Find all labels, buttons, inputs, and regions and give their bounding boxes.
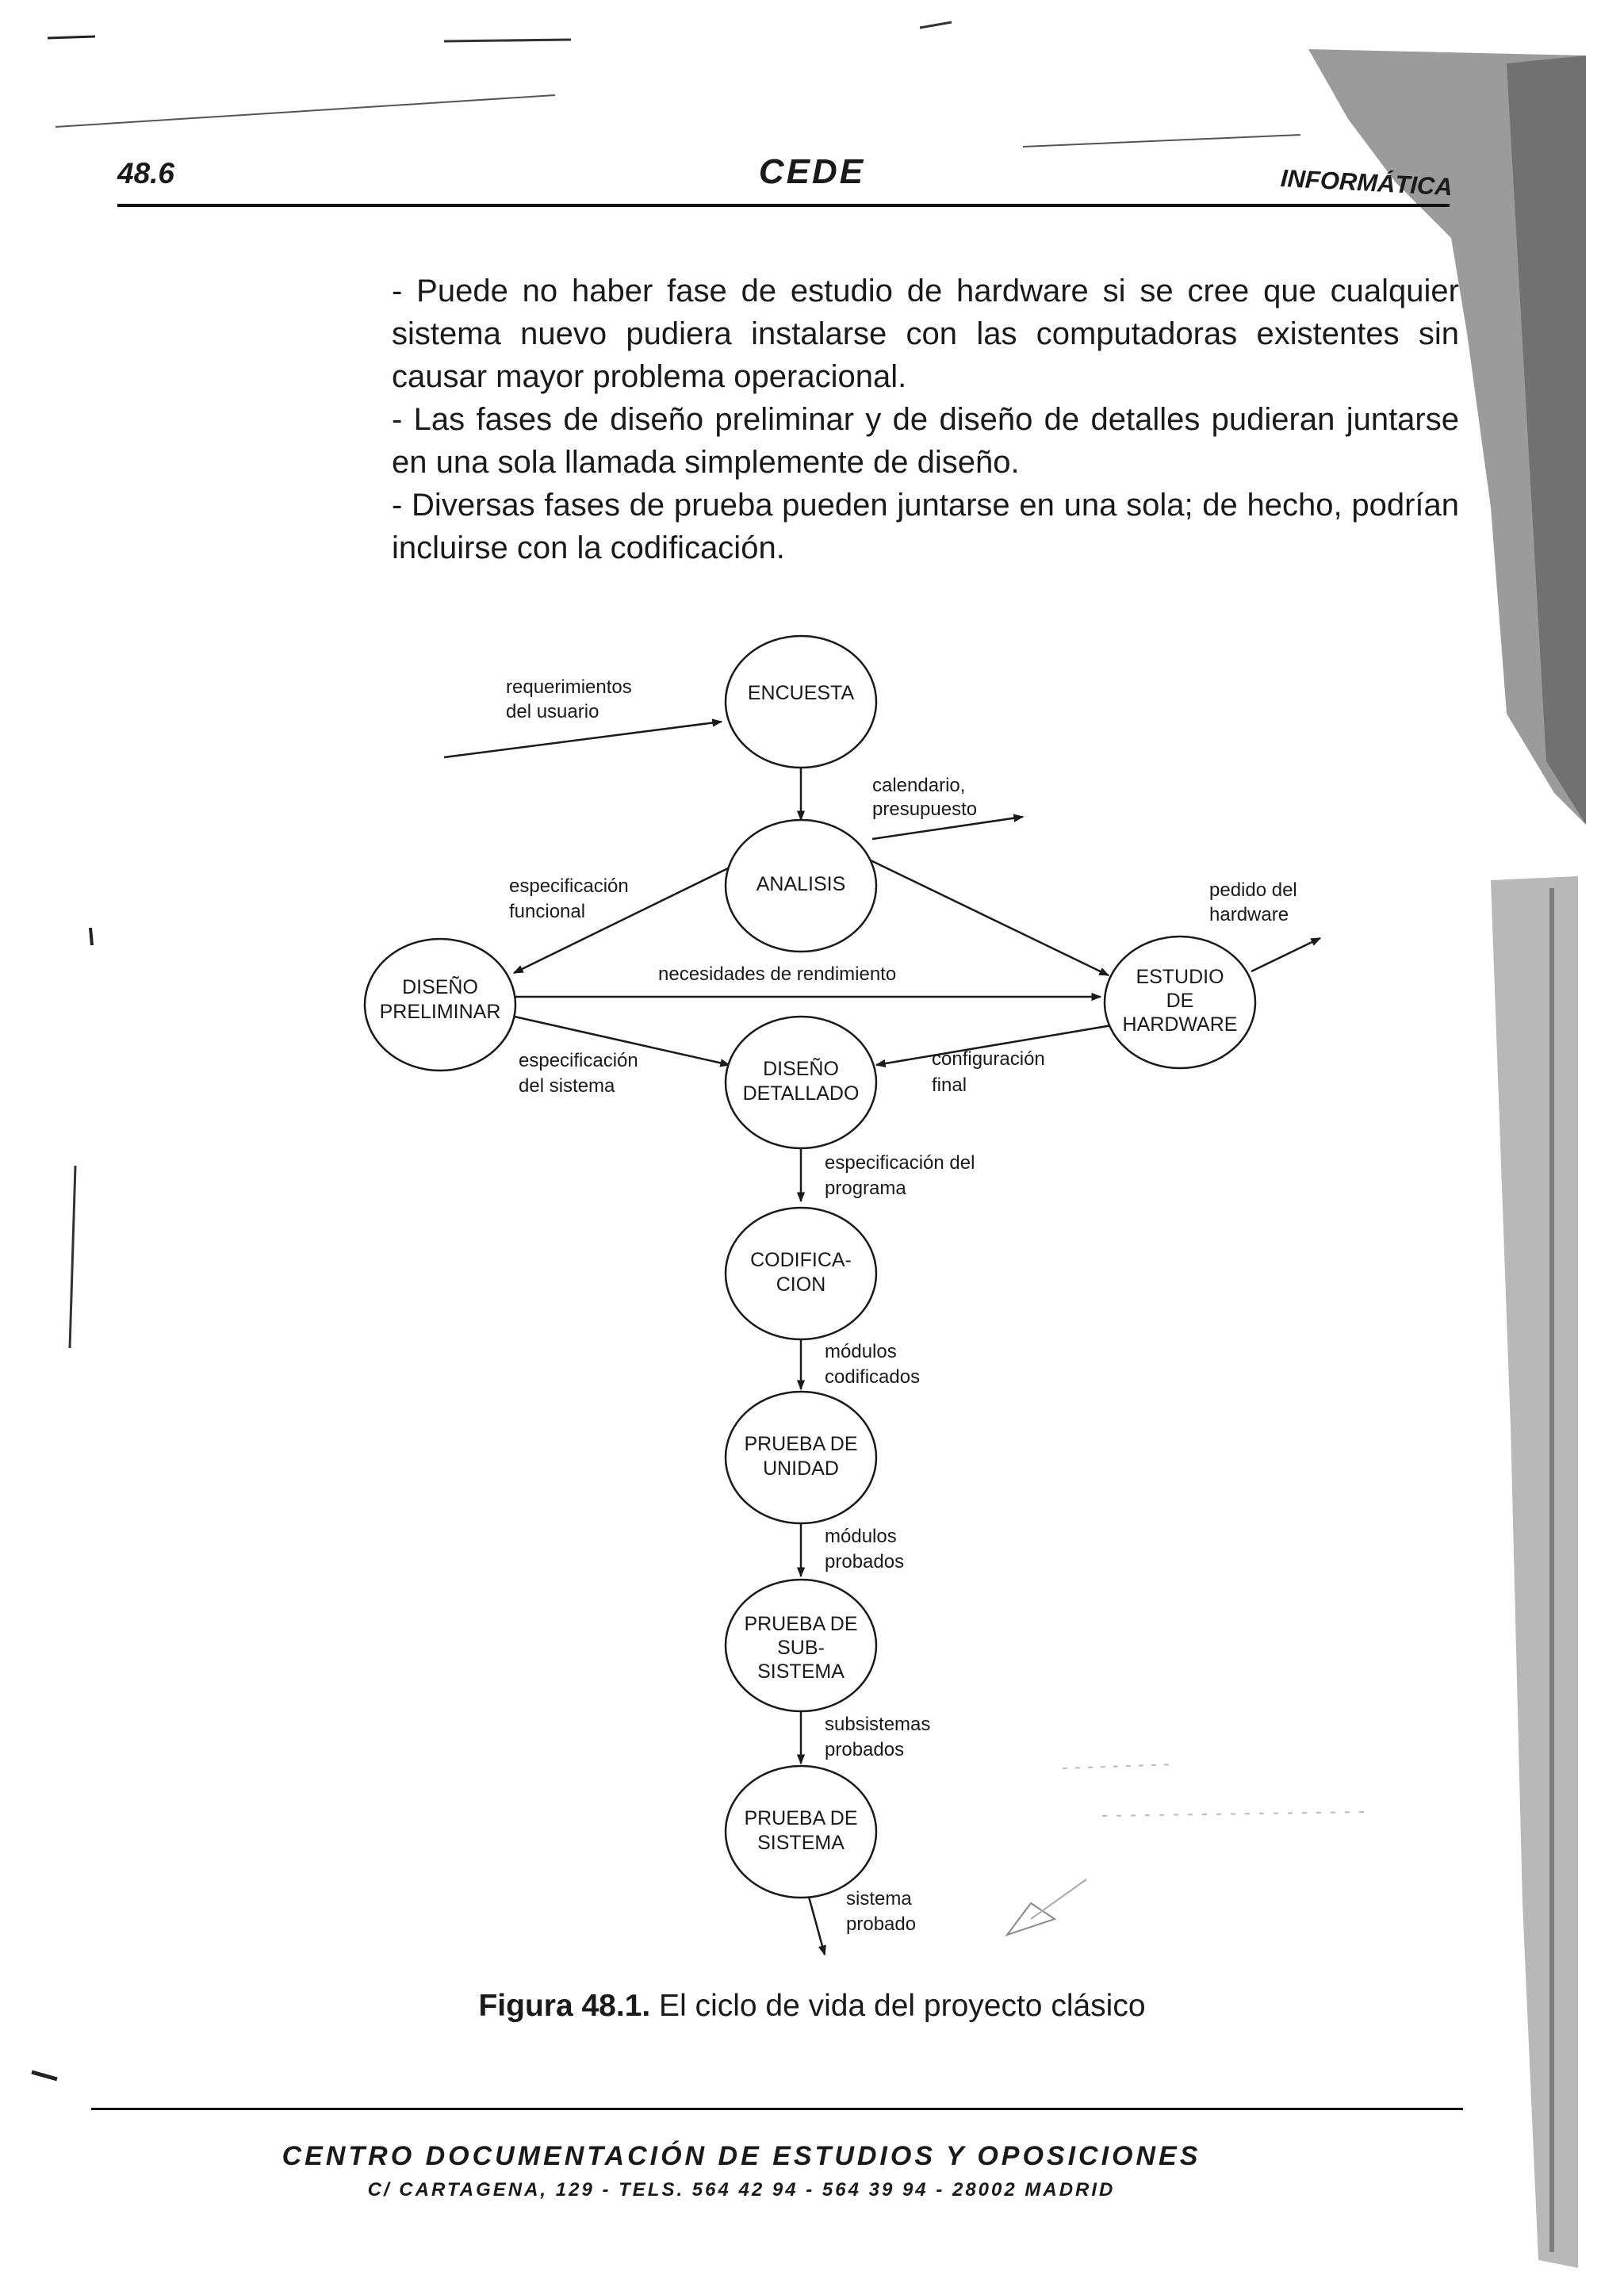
edge-label: presupuesto xyxy=(872,799,978,820)
paragraph: - Diversas fases de prueba pueden juntarse en una sola; de hecho, podrían incluirse con la codificación. xyxy=(392,488,1459,565)
node-label: PRELIMINAR xyxy=(379,1001,501,1023)
edge-label: subsistemas xyxy=(825,1714,931,1735)
footer-rule xyxy=(91,2108,1463,2110)
edge-label: especificación xyxy=(509,875,629,897)
flow-requerimientos xyxy=(444,722,722,757)
flow-analisis-hardware xyxy=(871,860,1109,975)
edge-label: probados xyxy=(825,1739,905,1760)
figure-title: El ciclo de vida del proyecto clásico xyxy=(650,1989,1146,2023)
node-label: DETALLADO xyxy=(742,1082,860,1105)
section-title: INFORMÁTICA xyxy=(1280,164,1454,201)
node-label: PRUEBA DE xyxy=(744,1613,858,1635)
node-label: DISEÑO xyxy=(763,1058,839,1080)
edge-label: especificación xyxy=(519,1050,638,1071)
edge-label: calendario, xyxy=(872,775,966,796)
paragraph: - Puede no haber fase de estudio de hardware si se cree que cualquier sistema nuevo pudiera instalarse con las computadoras existentes sin causar mayor problema operacional. xyxy=(392,274,1459,394)
node-label: DE xyxy=(1166,990,1194,1012)
edge-label: pedido del xyxy=(1209,879,1297,901)
flow-calendario xyxy=(872,817,1023,839)
node-label: ANALISIS xyxy=(756,873,846,895)
edge-label: programa xyxy=(825,1178,906,1199)
edge-label: hardware xyxy=(1209,904,1289,925)
edge-label: codificados xyxy=(825,1366,921,1388)
edge-label: necesidades de rendimiento xyxy=(658,963,897,985)
node-label: UNIDAD xyxy=(763,1458,839,1480)
footer-address: C/ CARTAGENA, 129 - TELS. 564 42 94 - 564 39 94 - 28002 MADRID xyxy=(367,2179,1116,2201)
edge-label: especificación del xyxy=(825,1152,975,1174)
node-label: SISTEMA xyxy=(757,1832,845,1854)
node-label: CION xyxy=(776,1274,826,1296)
edge-label: módulos xyxy=(825,1341,897,1362)
node-label: SUB- xyxy=(777,1637,825,1659)
node-label: PRUEBA DE xyxy=(744,1807,858,1829)
edge-label: sistema xyxy=(846,1888,912,1910)
figure-label: Figura 48.1. xyxy=(478,1989,651,2023)
figure-caption xyxy=(0,1989,1624,2024)
paragraph: - Las fases de diseño preliminar y de diseño de detalles pudieran juntarse en una sola llamada simplemente de diseño. xyxy=(392,402,1459,480)
edge-label: del usuario xyxy=(506,701,599,722)
edge-label: probado xyxy=(846,1913,917,1935)
node-label: PRUEBA DE xyxy=(744,1433,858,1455)
node-label: DISEÑO xyxy=(402,976,478,998)
edge-label: módulos xyxy=(825,1526,897,1547)
node-label: ESTUDIO xyxy=(1136,966,1224,988)
edge-label: requerimientos xyxy=(506,676,632,698)
flow-pedido-hardware xyxy=(1251,938,1320,971)
edge-label: final xyxy=(932,1074,967,1096)
node-label: ENCUESTA xyxy=(747,682,855,704)
flow-sistema-probado xyxy=(809,1897,825,1955)
node-label: CODIFICA- xyxy=(750,1249,852,1271)
edge-label: configuración xyxy=(932,1048,1045,1070)
edge-label: probados xyxy=(825,1551,905,1572)
node-label: HARDWARE xyxy=(1122,1013,1238,1036)
publisher-logo: CEDE xyxy=(758,152,866,191)
node-label: SISTEMA xyxy=(757,1661,845,1683)
edge-label: del sistema xyxy=(519,1075,615,1097)
edge-label: funcional xyxy=(509,901,586,922)
page-number: 48.6 xyxy=(117,157,175,190)
footer-publisher: CENTRO DOCUMENTACIÓN DE ESTUDIOS Y OPOSICIONES xyxy=(282,2141,1201,2171)
